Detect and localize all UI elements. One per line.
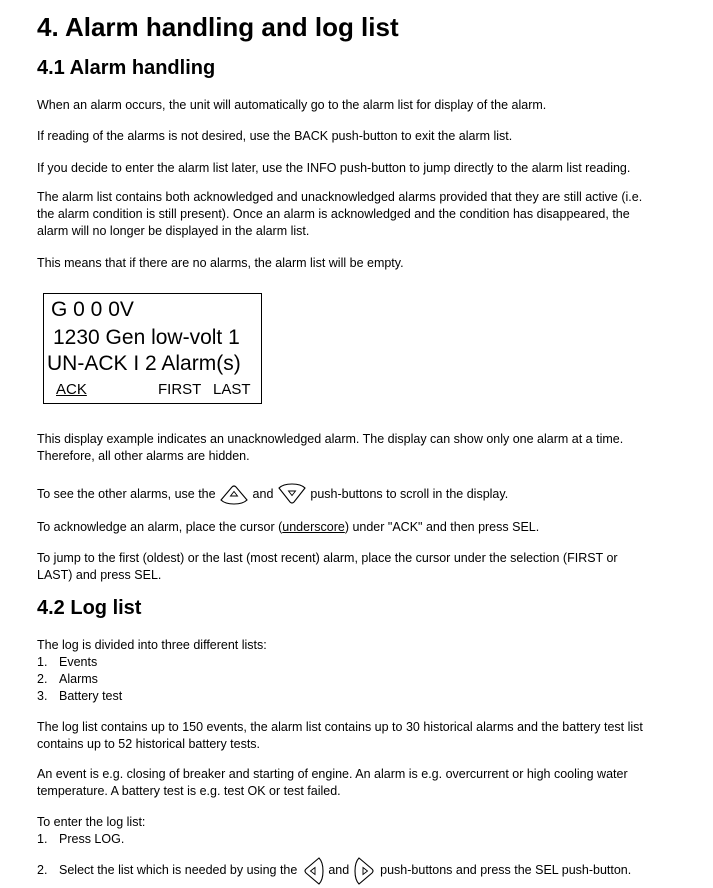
paragraph-display-example <box>37 431 623 465</box>
text-line: An event is e.g. closing of breaker and starting of engine. An alarm is e.g. overcurrent or high cooling water <box>37 767 628 781</box>
text-line: contains up to 52 historical battery tests. <box>37 737 261 751</box>
text-segment: ) under "ACK" and then press SEL. <box>344 520 540 534</box>
text-segment: push-buttons to scroll in the display. <box>310 487 509 501</box>
lcd-line-1: G 0 0 0V <box>51 298 134 321</box>
step-2: 2. Select the list which is needed by using the and push-buttons and press the SEL push-button. <box>37 855 631 886</box>
paragraph-jump-first-last <box>37 550 618 584</box>
text-line: The log list contains up to 150 events, the alarm list contains up to 30 historical alarms and the battery test list <box>37 720 643 734</box>
underscore-term: underscore <box>282 520 345 534</box>
list-item: 1. Events <box>37 655 98 669</box>
text-segment: Select the list which is needed by using the <box>59 863 298 877</box>
paragraph-alarm-occurs: When an alarm occurs, the unit will automatically go to the alarm list for display of the alarm. <box>37 98 547 112</box>
lcd-first-softkey: FIRST <box>158 381 202 398</box>
lcd-line-2: 1230 Gen low-volt 1 <box>53 326 240 349</box>
section-title-alarm-handling: 4.1 Alarm handling <box>37 57 216 79</box>
text-line: LAST) and press SEL. <box>37 568 162 582</box>
text-segment: and <box>252 487 274 501</box>
right-push-button-icon <box>353 856 377 886</box>
text-line: the alarm condition is still present). Once an alarm is acknowledged and the condition has disappeared, the <box>37 207 630 221</box>
paragraph-info-button: If you decide to enter the alarm list later, use the INFO push-button to jump directly to the alarm list reading. <box>37 161 631 175</box>
lcd-last-softkey: LAST <box>213 381 251 398</box>
chapter-title: 4. Alarm handling and log list <box>37 12 399 42</box>
text-line: alarm will no longer be displayed in the alarm list. <box>37 224 310 238</box>
log-list-types <box>37 654 122 705</box>
text-line: temperature. A battery test is e.g. test OK or test failed. <box>37 784 341 798</box>
down-push-button-icon <box>277 482 307 508</box>
text-line: This display example indicates an unacknowledged alarm. The display can show only one alarm at a time. <box>37 432 624 446</box>
text-line: Therefore, all other alarms are hidden. <box>37 449 250 463</box>
section-title-log-list: 4.2 Log list <box>37 597 142 619</box>
up-push-button-icon <box>219 482 249 508</box>
text-segment: push-buttons and press the SEL push-button. <box>380 863 632 877</box>
paragraph-acknowledge <box>37 519 539 536</box>
text-line: To jump to the first (oldest) or the last (most recent) alarm, place the cursor under the selection (FIRST or <box>37 551 618 565</box>
paragraph-empty-list: This means that if there are no alarms, the alarm list will be empty. <box>37 256 404 270</box>
paragraph-alarm-list-contents <box>37 189 642 240</box>
step-1: 1. Press LOG. <box>37 832 125 846</box>
lcd-line-3: UN-ACK I 2 Alarm(s) <box>47 352 241 375</box>
paragraph-log-divided: The log is divided into three different lists: <box>37 638 267 652</box>
paragraph-scroll-buttons <box>37 480 508 508</box>
paragraph-back-button: If reading of the alarms is not desired, use the BACK push-button to exit the alarm list. <box>37 129 513 143</box>
lcd-display <box>43 293 262 404</box>
left-push-button-icon <box>301 856 325 886</box>
text-segment: To acknowledge an alarm, place the cursor ( <box>37 520 283 534</box>
list-item: 2. Alarms <box>37 672 98 686</box>
list-item: 3. Battery test <box>37 689 123 703</box>
paragraph-log-capacity <box>37 719 643 753</box>
lcd-ack-softkey: ACK <box>56 381 87 398</box>
text-segment: To see the other alarms, use the <box>37 487 216 501</box>
text-line: The alarm list contains both acknowledged and unacknowledged alarms provided that they are still active (i.e. <box>37 190 643 204</box>
paragraph-event-examples <box>37 766 628 800</box>
paragraph-enter-log: To enter the log list: <box>37 815 146 829</box>
text-segment: and <box>328 863 350 877</box>
